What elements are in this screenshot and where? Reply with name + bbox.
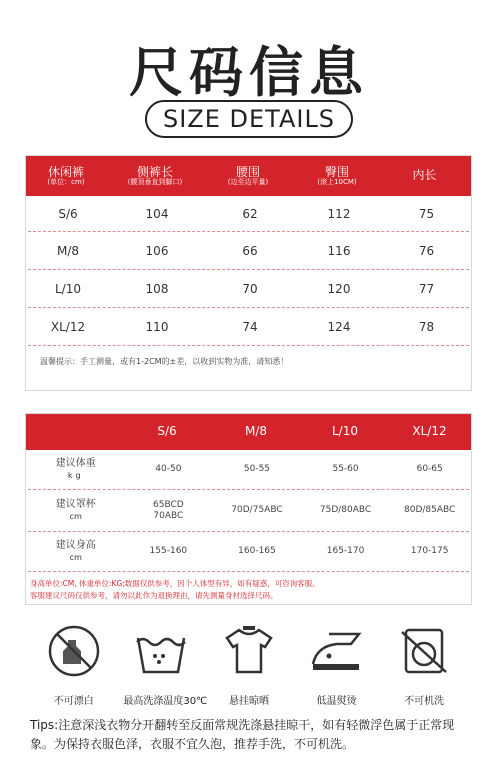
no-bleach-icon	[46, 624, 102, 678]
care-item	[123, 624, 208, 707]
table-header	[26, 156, 471, 196]
care-label: 低温熨烫	[316, 696, 357, 707]
value-cell: 124	[327, 319, 351, 334]
value-cell: 78	[418, 319, 435, 334]
size-cell: XL/12	[50, 319, 86, 334]
value-cell: 70	[242, 281, 258, 296]
value-cell: 65BCD 70ABC	[153, 499, 184, 521]
care-label: 不可机洗	[404, 696, 445, 707]
row-label-weight: 建议体重 kg	[55, 458, 96, 480]
value-cell: 160-165	[238, 546, 276, 557]
care-item	[386, 624, 462, 707]
care-item	[36, 624, 112, 707]
page-subtitle	[145, 100, 353, 138]
wash-30-icon	[133, 624, 189, 678]
col-header-waist: 腰围 (边至边平量)	[227, 164, 269, 186]
care-item	[299, 624, 375, 707]
page-title: 尺码信息	[129, 41, 369, 104]
value-cell: 70D/75ABC	[231, 505, 283, 516]
value-cell: 110	[145, 319, 169, 334]
table-row	[28, 450, 469, 490]
value-cell: 80D/85ABC	[404, 505, 456, 516]
care-tips: Tips:注意深浅衣物分开翻转至反面常规洗涤悬挂晾干，如有轻微浮色属于正常现象。为保持衣服色泽，衣服不宜久泡，推荐手洗，不可机洗。	[30, 718, 455, 751]
no-machine-wash-icon	[396, 624, 452, 678]
note-line: 客服建议尺码仅供参考，请勿以此作为退换理由，请先测量身材选择尺码。	[30, 591, 278, 600]
table-row	[28, 490, 469, 532]
value-cell: 62	[242, 206, 258, 221]
value-cell: 155-160	[149, 546, 188, 557]
col-header-inseam: 内长	[412, 168, 437, 183]
measurement-tip: 温馨提示：手工测量，或有1-2CM的±差，以收到实物为准，请知悉！	[40, 357, 289, 366]
value-cell: 55-60	[332, 464, 359, 475]
care-instructions	[0, 624, 498, 707]
value-cell: 77	[418, 281, 435, 296]
care-label: 悬挂晾晒	[228, 696, 269, 707]
care-label: 最高洗涤温度30℃	[123, 696, 208, 707]
size-cell: L/10	[55, 281, 81, 296]
value-cell: 112	[327, 206, 351, 221]
care-item	[211, 624, 287, 707]
row-label-cup: 建议罩杯 cm	[55, 499, 96, 521]
value-cell: 66	[242, 243, 258, 258]
table-row	[28, 532, 469, 572]
value-cell: 106	[145, 243, 169, 258]
size-cell: S/6	[58, 206, 78, 221]
table-row	[28, 270, 469, 308]
col-header-xl12: XL/12	[412, 424, 447, 439]
table-row	[28, 196, 469, 232]
value-cell: 165-170	[326, 546, 365, 557]
size-cell: M/8	[56, 243, 80, 258]
col-header-s6: S/6	[157, 424, 177, 439]
value-cell: 104	[145, 206, 169, 221]
table-header	[26, 414, 471, 450]
value-cell: 116	[327, 243, 351, 258]
low-iron-icon	[309, 624, 365, 678]
note-line: 身高单位:CM, 体重单位:KG;数据仅供参考，因个人体型有异，如有疑惑，可咨询客服。	[30, 579, 320, 588]
table-row	[28, 232, 469, 270]
subtitle-text: SIZE DETAILS	[162, 105, 336, 133]
value-cell: 40-50	[155, 464, 182, 475]
value-cell: 74	[242, 319, 258, 334]
col-header-side-length: 侧裤长 (腰顶垂直到脚口)	[127, 164, 183, 186]
fit-notes	[26, 572, 471, 602]
pants-size-table	[25, 155, 472, 391]
care-label: 不可漂白	[53, 696, 94, 707]
value-cell: 120	[327, 281, 351, 296]
col-header-l10: L/10	[332, 424, 358, 439]
row-label-height: 建议身高 cm	[55, 540, 96, 562]
value-cell: 108	[145, 281, 169, 296]
col-header-hip: 臀围 (滚上10CM)	[317, 164, 357, 186]
value-cell: 75	[418, 206, 435, 221]
value-cell: 50-55	[243, 464, 271, 475]
fit-recommendation-table	[25, 413, 472, 605]
value-cell: 60-65	[416, 464, 443, 475]
value-cell: 170-175	[410, 546, 449, 557]
value-cell: 75D/80ABC	[319, 505, 372, 516]
table-row	[28, 308, 469, 346]
col-header-m8: M/8	[244, 424, 268, 439]
value-cell: 76	[418, 243, 435, 258]
hang-dry-icon	[221, 624, 277, 678]
col-header-size: 休闲裤 (单位：cm)	[47, 164, 85, 186]
